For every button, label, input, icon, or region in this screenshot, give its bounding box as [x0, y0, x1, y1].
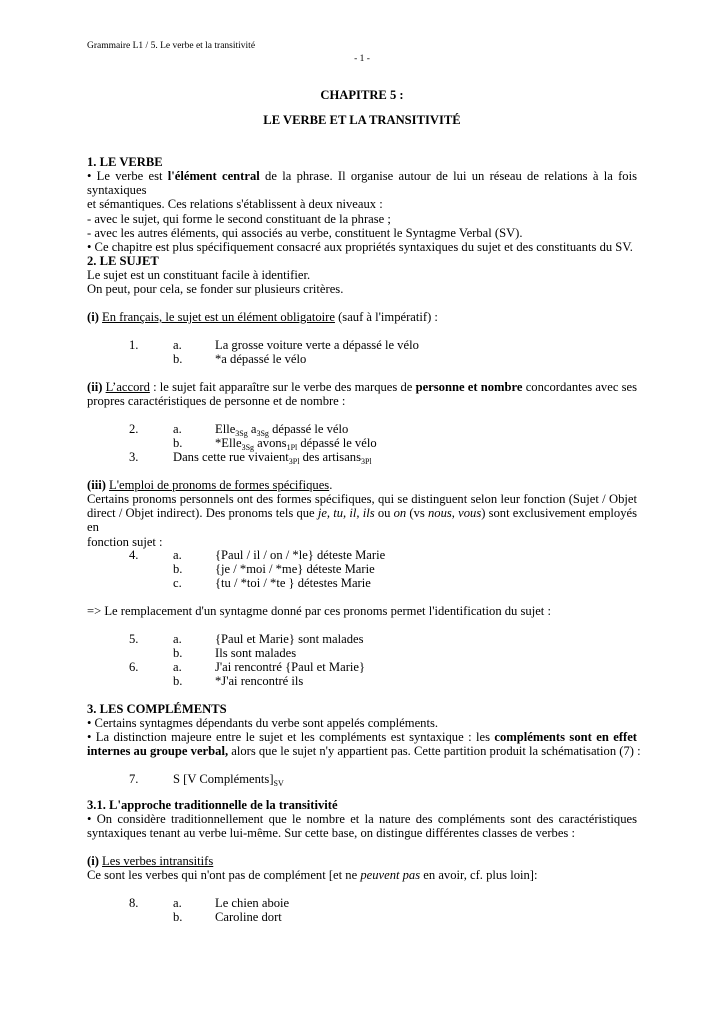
text-segment: 3Sg — [256, 429, 269, 438]
text-segment: 6. — [129, 660, 139, 675]
example-8 — [87, 896, 637, 924]
text-segment: 7. — [129, 772, 139, 786]
text-segment: personne et nombre — [415, 380, 523, 394]
text-segment — [87, 646, 637, 660]
text-segment: b. — [173, 646, 183, 661]
text-segment — [87, 506, 637, 534]
text-segment: 3Sg — [235, 429, 248, 438]
text-segment: 4. — [129, 548, 139, 562]
text-segment: Le chien aboie — [215, 896, 290, 910]
text-segment — [87, 730, 637, 744]
paragraph-line: On peut, pour cela, se fonder sur plusieurs critères. — [87, 282, 344, 297]
text-segment — [87, 702, 637, 716]
text-segment: . — [329, 478, 333, 492]
text-segment: concordantes avec ses — [522, 380, 637, 394]
section-3 — [87, 702, 641, 759]
text-segment — [87, 450, 637, 467]
text-segment: b. — [173, 910, 183, 925]
text-segment: ou — [374, 506, 394, 521]
text-segment — [87, 422, 637, 436]
text-segment: b. — [173, 436, 183, 451]
text-segment — [215, 436, 377, 453]
text-segment: SV — [273, 779, 284, 788]
text-segment — [87, 380, 637, 394]
text-segment: (ii) — [87, 380, 103, 394]
examples-2-3 — [87, 422, 637, 467]
text-segment: syntaxiques tenant au verbe lui-même. Sur cette base, on distingue différentes classes de verbes : — [87, 826, 575, 841]
criterion-iii — [87, 478, 637, 549]
text-segment: a. — [173, 422, 182, 436]
text-segment: • On considère traditionnellement que le nombre et la nature des compléments sont des caractéristiques — [87, 812, 637, 827]
text-segment — [173, 772, 284, 786]
text-segment: La grosse voiture verte a dépassé le vélo — [215, 338, 419, 352]
text-segment: avons — [254, 436, 287, 451]
text-segment: L’accord — [105, 380, 150, 394]
criterion-i — [87, 310, 637, 324]
chapter-title — [87, 113, 637, 127]
section-heading: 3.1. L'approche traditionnelle de la transitivité — [87, 798, 338, 812]
text-segment: nous, vous — [428, 506, 482, 521]
text-segment: {tu / *toi / *te } détestes Marie — [215, 576, 371, 591]
text-segment: => Le remplacement d'un syntagme donné par ces pronoms permet l'identification du sujet : — [87, 604, 551, 618]
text-segment: (vs — [406, 506, 428, 521]
text-segment — [87, 772, 637, 786]
paragraph-line: Le sujet est un constituant facile à identifier. — [87, 268, 311, 283]
text-segment: en avoir, cf. plus loin]: — [420, 868, 538, 883]
text-segment: Certains pronoms personnels ont des formes spécifiques, qui se distinguent selon leur fonction (Sujet / Objet — [87, 492, 637, 507]
text-segment: 1. LE VERBE — [87, 155, 163, 169]
text-segment — [87, 632, 637, 646]
text-segment: b. — [173, 674, 183, 689]
text-segment: (i) — [87, 854, 99, 868]
text-segment: 5. — [129, 632, 139, 646]
text-segment — [87, 310, 637, 324]
examples-5-6 — [87, 632, 637, 689]
text-segment — [87, 798, 637, 812]
running-header: Grammaire L1 / 5. Le verbe et la transitivité — [87, 41, 256, 51]
text-segment: internes au groupe verbal, — [87, 744, 229, 759]
section-heading — [87, 155, 637, 169]
text-segment: a — [247, 422, 257, 436]
section-1 — [87, 155, 637, 254]
text-segment: {Paul et Marie} sont malades — [215, 632, 364, 646]
text-segment: a. — [173, 896, 182, 910]
text-segment: Dans cette rue vivaient — [173, 450, 289, 465]
example-4 — [87, 548, 637, 590]
text-segment — [87, 854, 637, 868]
paragraph-line: • Ce chapitre est plus spécifiquement consacré aux propriétés syntaxiques du sujet et des constituants du SV. — [87, 239, 633, 254]
text-segment: a. — [173, 660, 182, 675]
chapter-label — [87, 88, 637, 102]
arrow-note — [87, 604, 637, 618]
text-segment — [87, 338, 637, 352]
text-segment: 3Pl — [360, 457, 372, 467]
text-segment: de la phrase. Il organise autour de lui un réseau de relations à la fois syntaxiques — [87, 169, 637, 198]
text-segment — [87, 478, 637, 492]
text-segment: Les verbes intransitifs — [102, 854, 214, 868]
text-segment: peuvent pas — [360, 868, 421, 883]
text-segment: Caroline dort — [215, 910, 282, 925]
text-segment: fonction sujet : — [87, 534, 163, 549]
text-segment: 8. — [129, 896, 139, 910]
text-segment: je, tu, il, ils — [317, 506, 375, 521]
text-segment: (sauf à l'impératif) : — [334, 310, 438, 324]
text-segment: b. — [173, 562, 183, 577]
text-segment: Elle — [215, 422, 236, 436]
text-segment: En français, le sujet est un élément obligatoire — [102, 310, 335, 324]
text-segment: 3Sg — [241, 443, 255, 453]
text-segment: propres caractéristiques de personne et de nombre : — [87, 394, 346, 409]
text-segment: alors que le sujet n'y appartient pas. Cette partition produit la schématisation (7) : — [228, 744, 641, 759]
section-2 — [87, 254, 637, 296]
text-segment: Ce sont les verbes qui n'ont pas de complément [et ne — [87, 868, 361, 883]
text-segment: • Le verbe est — [87, 169, 168, 184]
text-segment: a. — [173, 632, 182, 646]
paragraph-line — [87, 169, 637, 197]
text-segment: CHAPITRE 5 : — [320, 88, 404, 102]
text-segment: a. — [173, 548, 182, 562]
text-segment — [87, 548, 637, 562]
text-segment: 3. — [129, 450, 139, 465]
section-heading: 2. LE SUJET — [87, 254, 159, 268]
text-segment: l'élément central — [167, 169, 260, 184]
text-segment: 1. — [129, 338, 139, 352]
text-segment: dépassé le vélo — [297, 436, 377, 451]
example-7 — [87, 772, 637, 786]
text-segment — [87, 254, 637, 268]
text-segment: • La distinction majeure entre le sujet et les compléments est syntaxique : les — [87, 730, 495, 745]
text-segment — [173, 450, 372, 467]
text-segment — [87, 674, 637, 688]
text-segment: J'ai rencontré {Paul et Marie} — [215, 660, 366, 675]
criterion-ii — [87, 380, 637, 408]
text-segment — [215, 422, 348, 436]
text-segment: compléments sont en effet — [494, 730, 637, 745]
text-segment — [87, 910, 637, 924]
text-segment: a. — [173, 338, 182, 352]
text-segment: S [V Compléments] — [173, 772, 274, 786]
text-segment: dépassé le vélo — [268, 422, 349, 436]
text-segment: *J'ai rencontré ils — [215, 674, 304, 689]
text-segment — [87, 436, 637, 453]
text-segment: des artisans — [299, 450, 361, 465]
text-segment: *Elle — [215, 436, 242, 451]
text-segment: (i) — [87, 310, 99, 324]
paragraph-line: - avec le sujet, qui forme le second constituant de la phrase ; — [87, 211, 391, 226]
text-segment: 2. — [129, 422, 139, 436]
paragraph-line: et sémantiques. Ces relations s'établissent à deux niveaux : — [87, 197, 383, 212]
text-segment — [87, 576, 637, 590]
text-segment — [87, 896, 637, 910]
text-segment: : le sujet fait apparaître sur le verbe des marques de — [149, 380, 416, 394]
section-3-1 — [87, 798, 637, 840]
text-segment: c. — [173, 576, 182, 591]
section-heading: 3. LES COMPLÉMENTS — [87, 702, 227, 716]
text-segment: 3Pl — [288, 457, 300, 467]
intransitive-verbs — [87, 854, 637, 882]
text-segment — [87, 744, 641, 759]
text-segment: {je / *moi / *me} déteste Marie — [215, 562, 375, 577]
text-segment: (iii) — [87, 478, 106, 492]
text-segment — [87, 868, 637, 882]
text-segment: {Paul / il / on / *le} déteste Marie — [215, 548, 386, 562]
text-segment — [87, 562, 637, 576]
text-segment: ) sont exclusivement employés en — [87, 506, 637, 535]
text-segment: *a dépassé le vélo — [215, 352, 307, 367]
text-segment: • Certains syntagmes dépendants du verbe sont appelés compléments. — [87, 716, 439, 731]
text-segment: b. — [173, 352, 183, 367]
example-1 — [87, 338, 637, 366]
text-segment — [87, 352, 637, 366]
text-segment: 1Pl — [286, 443, 298, 453]
text-segment — [87, 660, 637, 674]
text-segment: LE VERBE ET LA TRANSITIVITÉ — [263, 113, 461, 127]
text-segment: L'emploi de pronoms de formes spécifiques — [109, 478, 330, 492]
text-segment: direct / Objet indirect). Des pronoms tels que — [87, 506, 318, 521]
text-segment: on — [393, 506, 407, 521]
page-number: - 1 - — [354, 54, 370, 64]
paragraph-line: - avec les autres éléments, qui associés au verbe, constituent le Syntagme Verbal (SV). — [87, 225, 523, 240]
text-segment: Ils sont malades — [215, 646, 297, 661]
